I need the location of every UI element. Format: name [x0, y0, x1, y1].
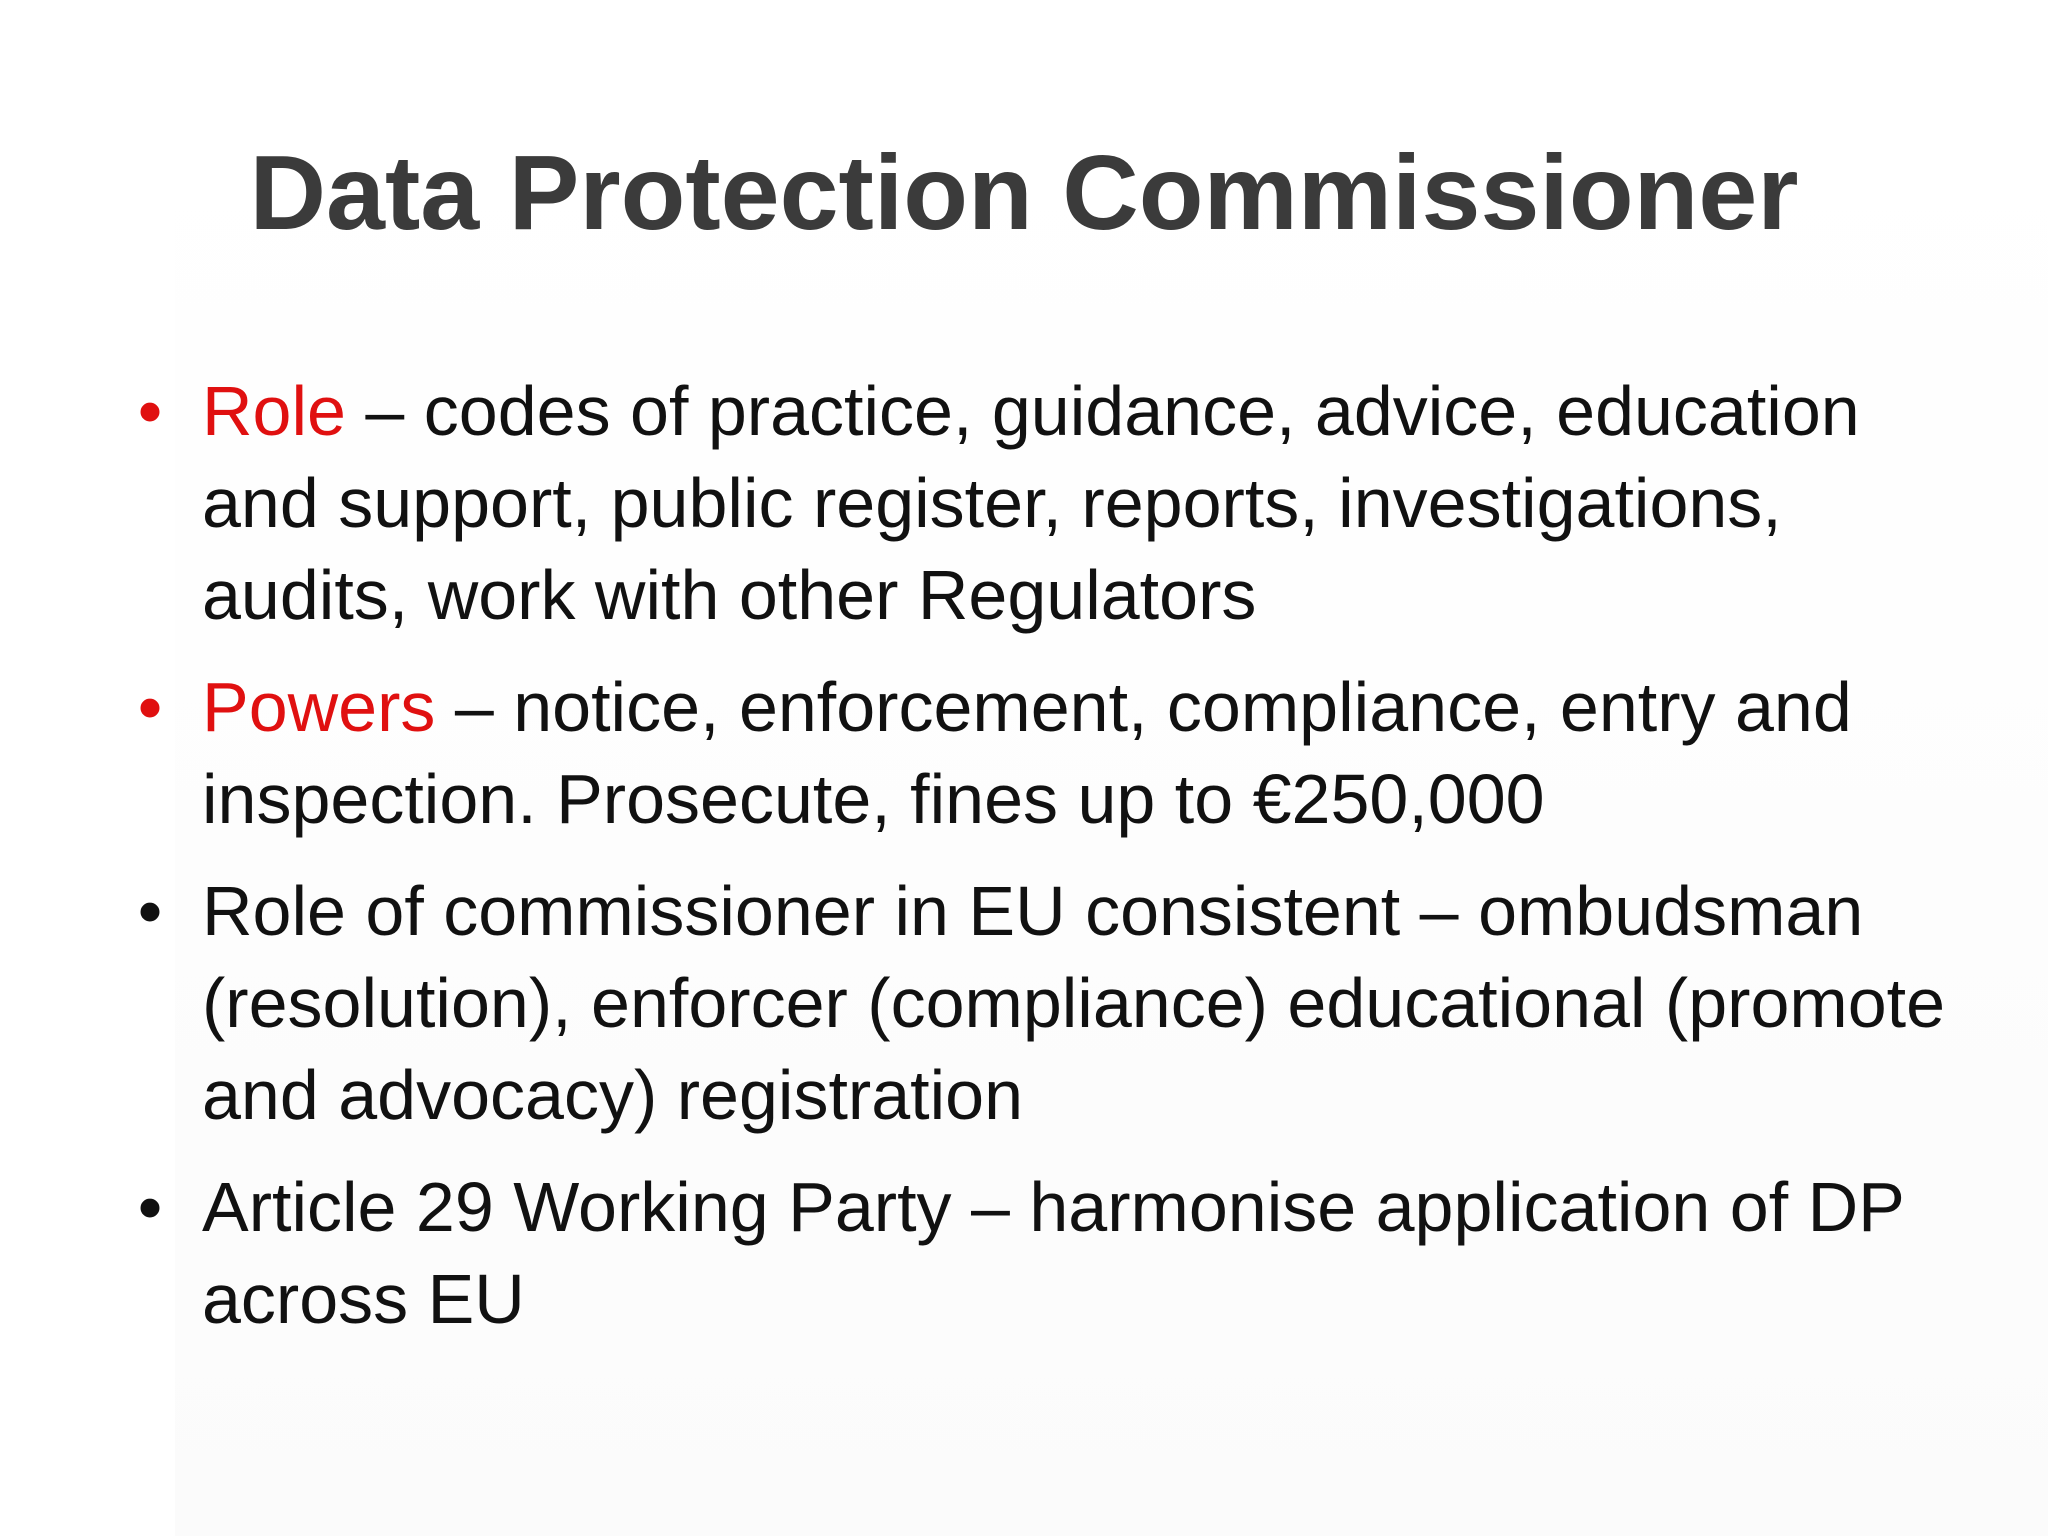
bullet-list	[130, 365, 1960, 1365]
bullet-text: Article 29 Working Party – harmonise application of DP across EU	[202, 1168, 1904, 1338]
bullet-text: – codes of practice, guidance, advice, education and support, public register, reports, investigations, audits, work with other Regulators	[202, 372, 1860, 634]
bullet-dot-icon: •	[137, 372, 163, 450]
slide-title: Data Protection Commissioner	[249, 134, 1799, 252]
bullet-keyword: Powers	[202, 668, 436, 746]
bullet-dot-icon: •	[137, 872, 163, 950]
bullet-item-article-29	[130, 1161, 1960, 1345]
bullet-dot-icon: •	[137, 1168, 163, 1246]
bullet-keyword: Role	[202, 372, 346, 450]
bullet-dot-icon: •	[137, 668, 163, 746]
bullet-item-commissioner-role	[130, 865, 1960, 1141]
bullet-item-role	[130, 365, 1960, 641]
bullet-text: Role of commissioner in EU consistent – ombudsman (resolution), enforcer (compliance) educational (promote and advocacy) registration	[202, 872, 1946, 1134]
bullet-text: – notice, enforcement, compliance, entry and inspection. Prosecute, fines up to €250,000	[202, 668, 1852, 838]
bullet-item-powers	[130, 661, 1960, 845]
